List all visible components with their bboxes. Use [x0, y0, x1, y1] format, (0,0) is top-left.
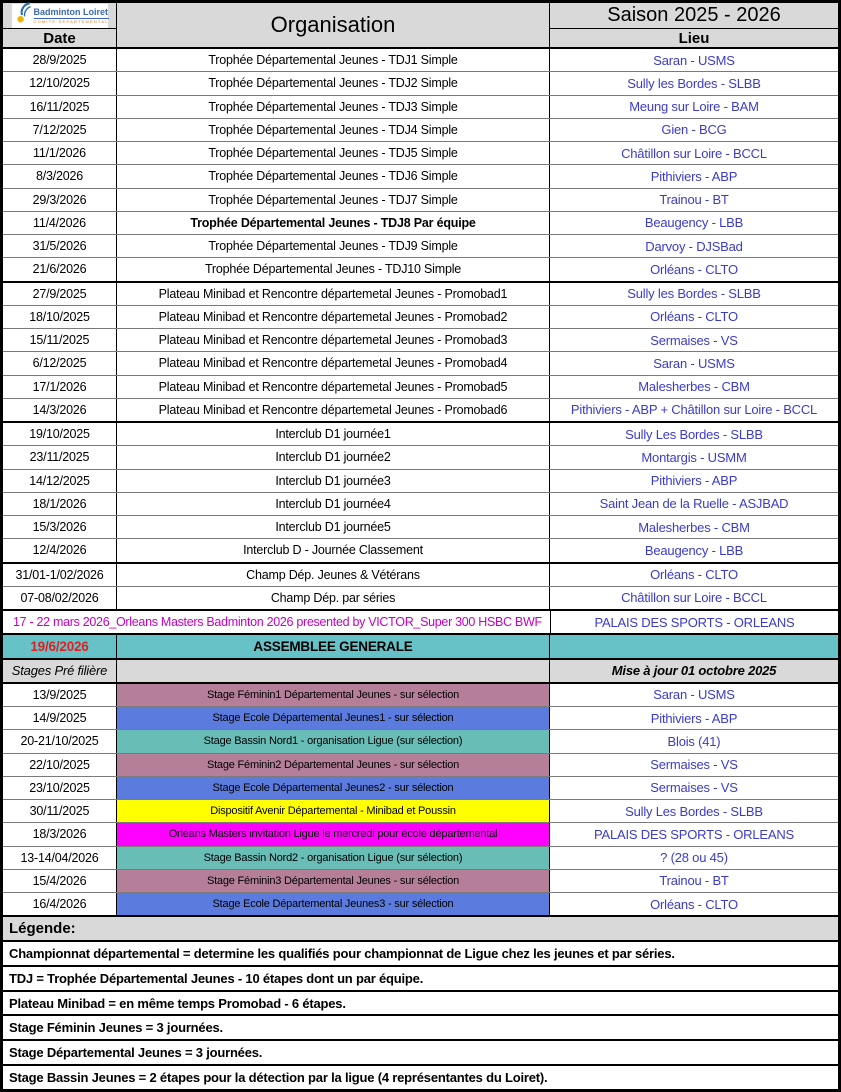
organisation-cell: Orléans Masters invitation Ligue le mercredi pour école départemental: [117, 823, 550, 845]
date-cell: 19/6/2026: [3, 635, 117, 657]
lieu-cell: Blois (41): [667, 733, 721, 749]
date-cell: 16/11/2025: [3, 96, 117, 118]
date-cell: 14/9/2025: [3, 707, 117, 729]
date-cell: 14/3/2026: [3, 399, 117, 421]
organisation-cell: Interclub D1 journée4: [117, 493, 550, 515]
organisation-cell: Plateau Minibad et Rencontre départemetal Jeunes - Promobad5: [117, 376, 550, 398]
table-header: [3, 3, 838, 49]
organisation-cell: Stage Ecole Départemental Jeunes3 - sur sélection: [117, 893, 550, 915]
date-cell: Stages Pré filière: [3, 660, 117, 682]
schedule-row-promobad-13: [3, 329, 838, 352]
lieu-cell: Montargis - USMM: [641, 449, 747, 465]
schedule-row-interclub-22: [3, 539, 838, 563]
date-cell: 12/10/2025: [3, 72, 117, 94]
date-column-header: Date: [43, 29, 76, 47]
badminton-loiret-logo: [12, 4, 108, 28]
organisation-cell: Plateau Minibad et Rencontre départemetal Jeunes - Promobad2: [117, 306, 550, 328]
lieu-cell: Beaugency - LBB: [644, 542, 744, 558]
lieu-cell: Trainou - BT: [659, 192, 729, 208]
date-cell: 8/3/2026: [3, 165, 117, 187]
schedule-row-ag-26: [3, 635, 838, 659]
date-cell: 18/1/2026: [3, 493, 117, 515]
lieu-cell: Sully les Bordes - SLBB: [627, 75, 761, 91]
organisation-cell: Trophée Départemental Jeunes - TDJ9 Simple: [117, 235, 550, 257]
shuttlecock-icon: [16, 2, 31, 29]
schedule-row-interclub-18: [3, 446, 838, 469]
organisation-cell: Trophée Départemental Jeunes - TDJ10 Simple: [117, 258, 550, 280]
schedule-row-promobad-14: [3, 352, 838, 375]
date-cell: 29/3/2026: [3, 189, 117, 211]
schedule-row-prefiliere-27: [3, 660, 838, 684]
organisation-cell: Stage Bassin Nord2 - organisation Ligue (sur sélection): [117, 847, 550, 869]
date-cell: 15/11/2025: [3, 329, 117, 351]
season-title: Saison 2025 - 2026: [550, 3, 838, 29]
lieu-cell: Sermaises - VS: [650, 757, 738, 773]
schedule-body: [3, 49, 838, 917]
organisation-cell: Stage Ecole Départemental Jeunes2 - sur sélection: [117, 777, 550, 799]
organisation-cell: Interclub D1 journée5: [117, 516, 550, 538]
lieu-cell: Châtillon sur Loire - BCCL: [621, 145, 767, 161]
schedule-row-tdj-7: [3, 189, 838, 212]
legend-line-6: Stage Bassin Jeunes = 2 étapes pour la détection par la ligue (4 représentantes du Loiret).: [9, 1070, 548, 1086]
legend-lines: [3, 942, 838, 1089]
organisation-cell: Dispositif Avenir Départemental - Minibad et Poussin: [117, 800, 550, 822]
lieu-cell: Sully les Bordes - SLBB: [627, 286, 761, 302]
date-cell: 14/12/2025: [3, 470, 117, 492]
schedule-row-stages-30: [3, 730, 838, 753]
schedule-row-stages-33: [3, 800, 838, 823]
organisation-cell: Plateau Minibad et Rencontre départemetal Jeunes - Promobad1: [117, 283, 550, 305]
lieu-cell: Pithiviers - ABP: [650, 168, 738, 184]
date-cell: 13-14/04/2026: [3, 847, 117, 869]
schedule-row-tdj-10: [3, 258, 838, 282]
schedule-row-promobad-12: [3, 306, 838, 329]
header-column-lieu: [550, 3, 838, 47]
lieu-cell: Sermaises - VS: [650, 332, 738, 348]
organisation-cell: Trophée Départemental Jeunes - TDJ4 Simple: [117, 119, 550, 141]
logo-title: Badminton Loiret: [33, 6, 108, 17]
schedule-row-interclub-19: [3, 470, 838, 493]
date-cell: 12/4/2026: [3, 539, 117, 561]
schedule-row-promobad-16: [3, 399, 838, 423]
schedule-row-stages-31: [3, 754, 838, 777]
schedule-row-stages-34: [3, 823, 838, 846]
legend-line-1: Championnat départemental = determine les qualifiés pour championnat de Ligue chez les jeunes et par séries.: [3, 942, 838, 967]
event-merged-cell: 17 - 22 mars 2026_Orleans Masters Badminton 2026 presented by VICTOR_Super 300 HSBC BWF: [3, 611, 551, 633]
lieu-cell: Orléans - CLTO: [650, 896, 738, 912]
lieu-cell: Saran - USMS: [653, 355, 735, 371]
date-cell: 17/1/2026: [3, 376, 117, 398]
organisation-cell: Trophée Départemental Jeunes - TDJ5 Simple: [117, 142, 550, 164]
date-cell: 6/12/2025: [3, 352, 117, 374]
date-cell: 11/1/2026: [3, 142, 117, 164]
organisation-column-header: Organisation: [270, 12, 396, 37]
lieu-cell: Darvoy - DJSBad: [645, 238, 743, 254]
date-cell: 30/11/2025: [3, 800, 117, 822]
date-cell: 23/11/2025: [3, 446, 117, 468]
organisation-cell: ASSEMBLEE GENERALE: [117, 635, 550, 657]
date-cell: 15/3/2026: [3, 516, 117, 538]
schedule-row-interclub-20: [3, 493, 838, 516]
organisation-cell: Stage Bassin Nord1 - organisation Ligue (sur sélection): [117, 730, 550, 752]
logo-cell: [3, 3, 116, 29]
schedule-row-tdj-5: [3, 142, 838, 165]
schedule-row-tdj-2: [3, 72, 838, 95]
schedule-row-stages-32: [3, 777, 838, 800]
lieu-cell: Orléans - CLTO: [650, 309, 738, 325]
organisation-cell: Trophée Départemental Jeunes - TDJ1 Simple: [117, 49, 550, 71]
date-cell: 27/9/2025: [3, 283, 117, 305]
schedule-row-masters-25: [3, 611, 838, 635]
lieu-cell: Beaugency - LBB: [644, 215, 744, 231]
date-cell: 07-08/02/2026: [3, 587, 117, 609]
schedule-row-tdj-3: [3, 96, 838, 119]
organisation-cell: Interclub D - Journée Classement: [117, 539, 550, 561]
lieu-cell: Sermaises - VS: [650, 780, 738, 796]
schedule-row-interclub-17: [3, 423, 838, 446]
lieu-cell: PALAIS DES SPORTS - ORLEANS: [593, 826, 795, 842]
legend-line-3: Plateau Minibad = en même temps Promobad - 6 étapes.: [3, 992, 838, 1017]
schedule-row-promobad-11: [3, 283, 838, 306]
legend-line-4: Stage Féminin Jeunes = 3 journées.: [3, 1016, 838, 1041]
schedule-row-stages-28: [3, 684, 838, 707]
lieu-cell: Orléans - CLTO: [650, 261, 738, 277]
lieu-cell: Malesherbes - CBM: [638, 519, 750, 535]
lieu-cell: Saint Jean de la Ruelle - ASJBAD: [599, 496, 789, 512]
date-cell: 13/9/2025: [3, 684, 117, 706]
legend-line-2: TDJ = Trophée Départemental Jeunes - 10 étapes dont un par équipe.: [3, 967, 838, 992]
schedule-row-champ-24: [3, 587, 838, 611]
lieu-cell: Saran - USMS: [653, 52, 735, 68]
organisation-cell: Stage Ecole Départemental Jeunes1 - sur sélection: [117, 707, 550, 729]
organisation-cell: Interclub D1 journée2: [117, 446, 550, 468]
date-cell: 31/01-1/02/2026: [3, 564, 117, 586]
lieu-column-header: Lieu: [678, 29, 710, 47]
lieu-cell: PALAIS DES SPORTS - ORLEANS: [594, 614, 795, 630]
lieu-cell: Pithiviers - ABP: [650, 473, 738, 489]
date-cell: 23/10/2025: [3, 777, 117, 799]
schedule-row-stages-29: [3, 707, 838, 730]
date-cell: 16/4/2026: [3, 893, 117, 915]
lieu-cell: Trainou - BT: [659, 873, 729, 889]
logo-subtitle: COMITE DEPARTEMENTAL: [33, 18, 109, 24]
legend-section: [3, 917, 838, 1089]
legend-title: Légende:: [3, 917, 838, 942]
date-cell: 15/4/2026: [3, 870, 117, 892]
organisation-cell: Plateau Minibad et Rencontre départemetal Jeunes - Promobad6: [117, 399, 550, 421]
date-cell: 19/10/2025: [3, 423, 117, 445]
organisation-cell: Champ Dép. par séries: [117, 587, 550, 609]
date-cell: 20-21/10/2025: [3, 730, 117, 752]
logo-text: [34, 8, 109, 24]
lieu-cell: Meung sur Loire - BAM: [629, 99, 759, 115]
date-cell: 21/6/2026: [3, 258, 117, 280]
schedule-row-tdj-9: [3, 235, 838, 258]
schedule-row-interclub-21: [3, 516, 838, 539]
organisation-cell: Champ Dép. Jeunes & Vétérans: [117, 564, 550, 586]
schedule-row-tdj-6: [3, 165, 838, 188]
organisation-cell: Interclub D1 journée1: [117, 423, 550, 445]
lieu-cell: Mise à jour 01 octobre 2025: [611, 663, 777, 679]
date-cell: 18/3/2026: [3, 823, 117, 845]
schedule-row-stages-35: [3, 847, 838, 870]
schedule-row-stages-37: [3, 893, 838, 917]
lieu-cell: Saran - USMS: [653, 687, 735, 703]
date-cell: 31/5/2026: [3, 235, 117, 257]
schedule-row-tdj-1: [3, 49, 838, 72]
organisation-cell: Trophée Départemental Jeunes - TDJ6 Simple: [117, 165, 550, 187]
organisation-cell: Trophée Départemental Jeunes - TDJ3 Simple: [117, 96, 550, 118]
lieu-cell: [550, 635, 838, 657]
schedule-row-champ-23: [3, 564, 838, 587]
organisation-cell: Interclub D1 journée3: [117, 470, 550, 492]
organisation-cell: [117, 660, 550, 682]
lieu-cell: Sully Les Bordes - SLBB: [625, 803, 763, 819]
organisation-cell: Stage Féminin1 Départemental Jeunes - sur sélection: [117, 684, 550, 706]
date-cell: 11/4/2026: [3, 212, 117, 234]
organisation-cell: Stage Féminin3 Départemental Jeunes - sur sélection: [117, 870, 550, 892]
date-cell: 28/9/2025: [3, 49, 117, 71]
schedule-row-tdj-8: [3, 212, 838, 235]
lieu-cell: Gien - BCG: [661, 122, 727, 138]
date-cell: 18/10/2025: [3, 306, 117, 328]
lieu-cell: Pithiviers - ABP: [650, 710, 738, 726]
date-cell: 7/12/2025: [3, 119, 117, 141]
organisation-cell: Plateau Minibad et Rencontre départemetal Jeunes - Promobad3: [117, 329, 550, 351]
schedule-row-stages-36: [3, 870, 838, 893]
schedule-row-promobad-15: [3, 376, 838, 399]
lieu-cell: Orléans - CLTO: [650, 567, 738, 583]
organisation-cell: Stage Féminin2 Départemental Jeunes - sur sélection: [117, 754, 550, 776]
schedule-row-tdj-4: [3, 119, 838, 142]
legend-line-5: Stage Départemental Jeunes = 3 journées.: [3, 1041, 838, 1066]
organisation-cell: Plateau Minibad et Rencontre départemetal Jeunes - Promobad4: [117, 352, 550, 374]
lieu-cell: ? (28 ou 45): [660, 850, 728, 866]
header-column-organisation: [117, 3, 550, 47]
organisation-cell: Trophée Départemental Jeunes - TDJ7 Simple: [117, 189, 550, 211]
lieu-cell: Malesherbes - CBM: [638, 379, 750, 395]
organisation-cell: Trophée Départemental Jeunes - TDJ2 Simple: [117, 72, 550, 94]
organisation-cell: Trophée Départemental Jeunes - TDJ8 Par équipe: [117, 212, 550, 234]
lieu-cell: Sully Les Bordes - SLBB: [625, 426, 763, 442]
header-column-date: [3, 3, 117, 47]
lieu-cell: Pithiviers - ABP + Châtillon sur Loire - BCCL: [570, 402, 818, 418]
date-cell: 22/10/2025: [3, 754, 117, 776]
lieu-cell: Châtillon sur Loire - BCCL: [621, 590, 767, 606]
